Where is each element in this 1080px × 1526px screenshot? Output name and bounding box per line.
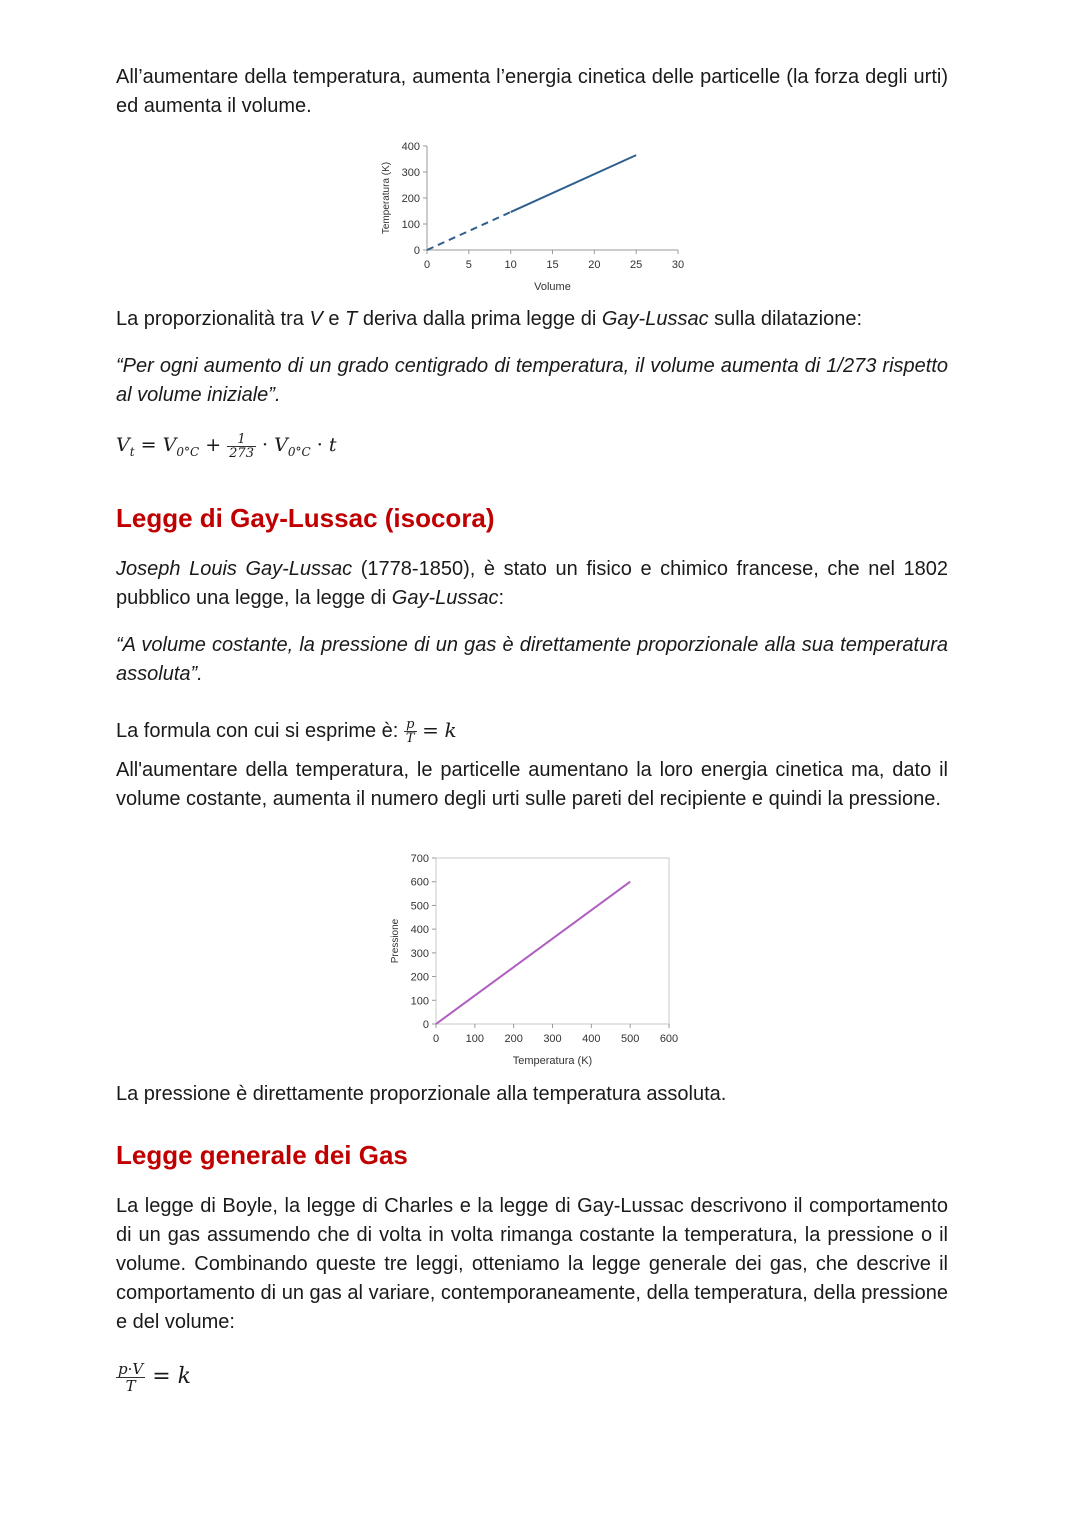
- gay-lussac-name: Gay-Lussac: [601, 308, 709, 330]
- formula-subscript: t: [129, 444, 135, 459]
- y-axis-label: Temperatura (K): [381, 161, 392, 235]
- intro-paragraph: All’aumentare della temperatura, aumenta l’energia cinetica delle particelle (la forza degli urti) ed aumenta il volume.: [116, 66, 948, 117]
- x-axis-label: Temperatura (K): [512, 1055, 593, 1067]
- formula-label: La formula con cui si esprime è:: [116, 720, 404, 742]
- formula-subscript: 0°C: [176, 444, 200, 459]
- x-tick-label: 5: [465, 259, 472, 271]
- series-line: [436, 882, 630, 1024]
- section-title-isocora: Legge di Gay-Lussac (isocora): [116, 503, 495, 533]
- gay-lussac-quote: “A volume costante, la pressione di un gas è direttamente proporzionale alla sua temperatura assoluta”.: [116, 634, 948, 685]
- y-tick-label: 200: [410, 971, 429, 984]
- formula-fraction: [227, 433, 256, 460]
- formula-operator: =: [152, 1364, 171, 1389]
- scientist-name: Joseph Louis Gay-Lussac: [116, 558, 353, 580]
- series-line: [511, 155, 636, 212]
- series-line: [427, 212, 511, 250]
- formula-subscript: 0°C: [287, 444, 311, 459]
- x-tick-label: 300: [543, 1033, 562, 1045]
- text-part: La proporzionalità tra: [116, 308, 310, 330]
- section-title-general: Legge generale dei Gas: [116, 1140, 408, 1170]
- text-part: (1778-1850), è stato un fisico e chimico francese, che nel 1802 pubblico una legge, la legge di: [116, 558, 948, 609]
- formula-operator: =: [140, 434, 157, 456]
- y-tick-label: 200: [401, 193, 420, 205]
- formula-operator: =: [422, 718, 439, 742]
- x-tick-label: 100: [465, 1033, 485, 1045]
- gay-lussac-explanation: All'aumentare della temperatura, le particelle aumentano la loro energia cinetica ma, dato il volume costante, aumenta il numero degli urti sulle pareti del recipiente e quindi la pressione.: [116, 759, 948, 810]
- fraction-numerator: 1: [227, 433, 256, 447]
- symbol-t: T: [345, 308, 358, 330]
- y-tick-label: 400: [401, 141, 420, 153]
- x-tick-label: 0: [423, 259, 431, 271]
- formula-symbol: V: [116, 434, 130, 456]
- formula-operator: ·: [316, 434, 323, 456]
- pressure-temperature-chart: [381, 848, 701, 1076]
- formula-symbol: t: [328, 434, 337, 456]
- x-tick-label: 25: [630, 259, 643, 271]
- symbol-v: V: [309, 308, 323, 330]
- fraction-denominator: 273: [229, 445, 254, 461]
- formula-symbol: V: [274, 434, 288, 456]
- y-tick-label: 0: [413, 245, 420, 257]
- charles-formula: [116, 430, 948, 467]
- y-tick-label: 100: [410, 995, 429, 1008]
- gay-lussac-bio: [116, 555, 948, 613]
- x-tick-label: 500: [620, 1033, 640, 1045]
- gay-lussac-name: Gay-Lussac: [391, 587, 499, 609]
- fraction-denominator: T: [405, 731, 415, 747]
- y-tick-label: 600: [410, 876, 429, 889]
- y-tick-label: 700: [410, 853, 429, 865]
- x-tick-label: 30: [671, 259, 685, 271]
- gay-lussac-formula-line: [116, 713, 948, 748]
- y-tick-label: 0: [422, 1019, 429, 1031]
- general-law-paragraph: La legge di Boyle, la legge di Charles e la legge di Gay-Lussac descrivono il comportamento di un gas assumendo che di volta in volta rimanga costante la temperatura, la pressione o il volume. Combinando queste tre leggi, otteniamo la legge generale dei gas, che descrive il comportamento di un gas al variare, contemporaneamente, della temperatura, della pressione e del volume:: [116, 1195, 948, 1333]
- x-tick-label: 20: [588, 259, 601, 271]
- formula-operator: ·: [262, 434, 269, 456]
- fraction-numerator: p·V: [118, 1359, 144, 1378]
- temperature-volume-chart: [366, 135, 706, 300]
- text-part: sulla dilatazione:: [708, 308, 863, 330]
- x-tick-label: 200: [504, 1033, 523, 1045]
- charles-paragraph: [116, 305, 948, 334]
- x-tick-label: 10: [504, 259, 517, 271]
- y-tick-label: 100: [401, 219, 420, 231]
- formula-symbol: V: [162, 434, 177, 456]
- formula-symbol: k: [177, 1364, 191, 1389]
- gay-lussac-conclusion: La pressione è direttamente proporzionale alla temperatura assoluta.: [116, 1083, 727, 1105]
- text-part: deriva dalla prima legge di: [357, 308, 602, 330]
- x-axis-label: Volume: [534, 281, 571, 293]
- charles-quote: “Per ogni aumento di un grado centigrado di temperatura, il volume aumenta di 1/273 rispetto al volume iniziale”.: [116, 355, 948, 406]
- formula-symbol: k: [444, 718, 457, 742]
- x-tick-label: 0: [432, 1033, 440, 1045]
- y-tick-label: 300: [401, 167, 420, 179]
- fraction-denominator: T: [125, 1376, 136, 1395]
- fraction-numerator: p: [404, 718, 417, 732]
- y-tick-label: 500: [410, 900, 429, 913]
- text-part: e: [322, 308, 346, 330]
- x-tick-label: 600: [659, 1033, 679, 1045]
- x-tick-label: 15: [546, 259, 559, 271]
- general-law-formula: [116, 1355, 948, 1399]
- formula-fraction: [404, 718, 417, 745]
- y-tick-label: 400: [410, 924, 429, 937]
- x-tick-label: 400: [582, 1033, 601, 1045]
- y-axis-label: Pressione: [390, 918, 401, 964]
- formula-fraction: [116, 1361, 145, 1394]
- text-part: :: [498, 587, 505, 609]
- y-tick-label: 300: [410, 947, 429, 960]
- formula-operator: +: [205, 434, 222, 456]
